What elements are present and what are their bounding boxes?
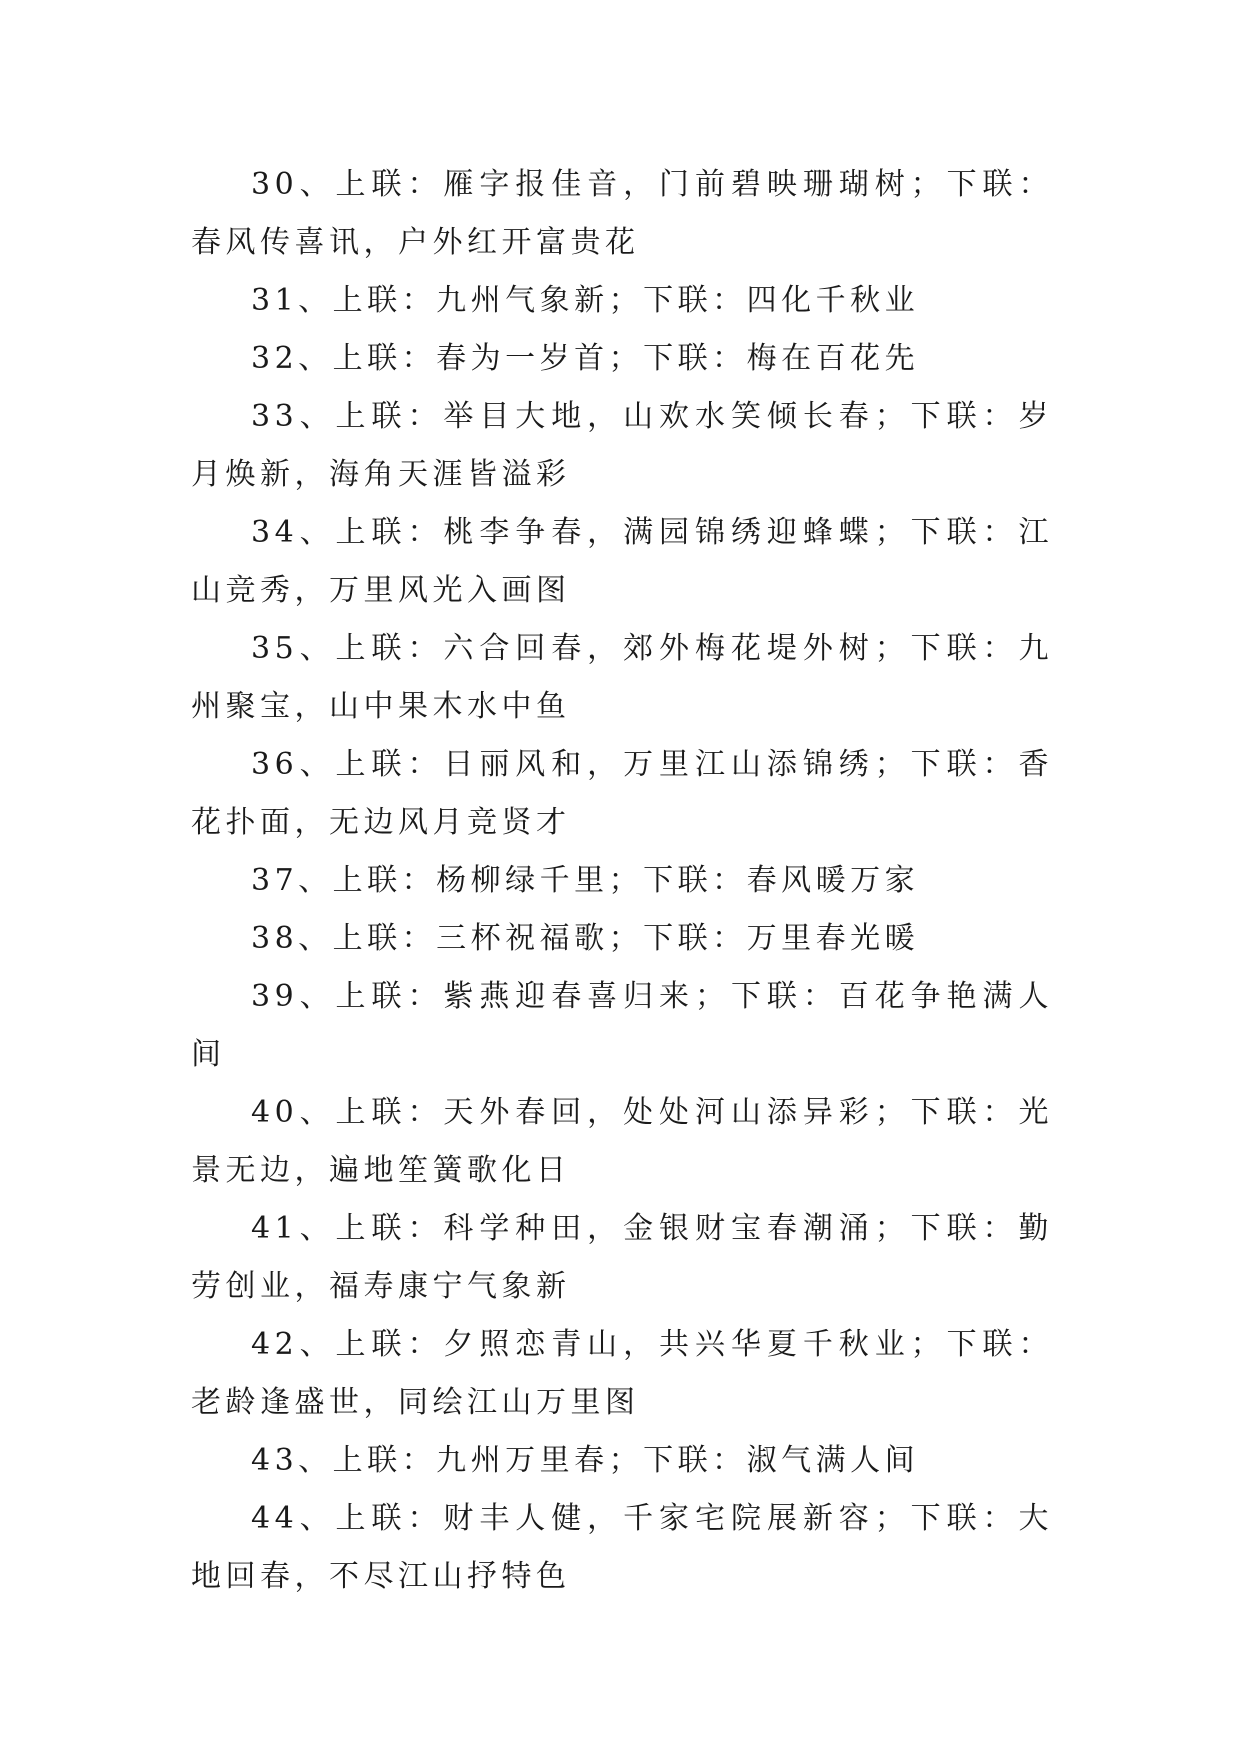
couplet-paragraph-31: 31、上联：九州气象新；下联：四化千秋业: [251, 283, 920, 318]
couplet-paragraph-37: 37、上联：杨柳绿千里；下联：春风暖万家: [251, 863, 920, 898]
couplet-paragraph-34: 34、上联：桃李争春，满园锦绣迎蜂蝶；下联：江山竞秀，万里风光入画图: [191, 515, 1053, 608]
couplet-paragraph-30: 30、上联：雁字报佳音，门前碧映珊瑚树；下联：春风传喜讯，户外红开富贵花: [191, 167, 1053, 260]
couplet-paragraph-40: 40、上联：天外春回，处处河山添异彩；下联：光景无边，遍地笙簧歌化日: [191, 1095, 1053, 1188]
couplet-paragraph-36: 36、上联：日丽风和，万里江山添锦绣；下联：香花扑面，无边风月竞贤才: [191, 747, 1053, 840]
couplet-paragraph-38: 38、上联：三杯祝福歌；下联：万里春光暖: [251, 921, 920, 956]
couplet-paragraph-35: 35、上联：六合回春，郊外梅花堤外树；下联：九州聚宝，山中果木水中鱼: [191, 631, 1053, 724]
couplet-paragraph-41: 41、上联：科学种田，金银财宝春潮涌；下联：勤劳创业，福寿康宁气象新: [191, 1211, 1053, 1304]
couplet-paragraph-43: 43、上联：九州万里春；下联：淑气满人间: [251, 1443, 920, 1478]
couplet-paragraph-33: 33、上联：举目大地，山欢水笑倾长春；下联：岁月焕新，海角天涯皆溢彩: [191, 399, 1053, 492]
couplet-paragraph-44: 44、上联：财丰人健，千家宅院展新容；下联：大地回春，不尽江山抒特色: [191, 1501, 1053, 1594]
couplet-paragraph-39: 39、上联：紫燕迎春喜归来；下联：百花争艳满人间: [191, 979, 1053, 1072]
couplet-paragraph-32: 32、上联：春为一岁首；下联：梅在百花先: [251, 341, 920, 376]
document-body: [191, 156, 1053, 1606]
couplet-paragraph-42: 42、上联：夕照恋青山，共兴华夏千秋业；下联：老龄逢盛世，同绘江山万里图: [191, 1327, 1053, 1420]
